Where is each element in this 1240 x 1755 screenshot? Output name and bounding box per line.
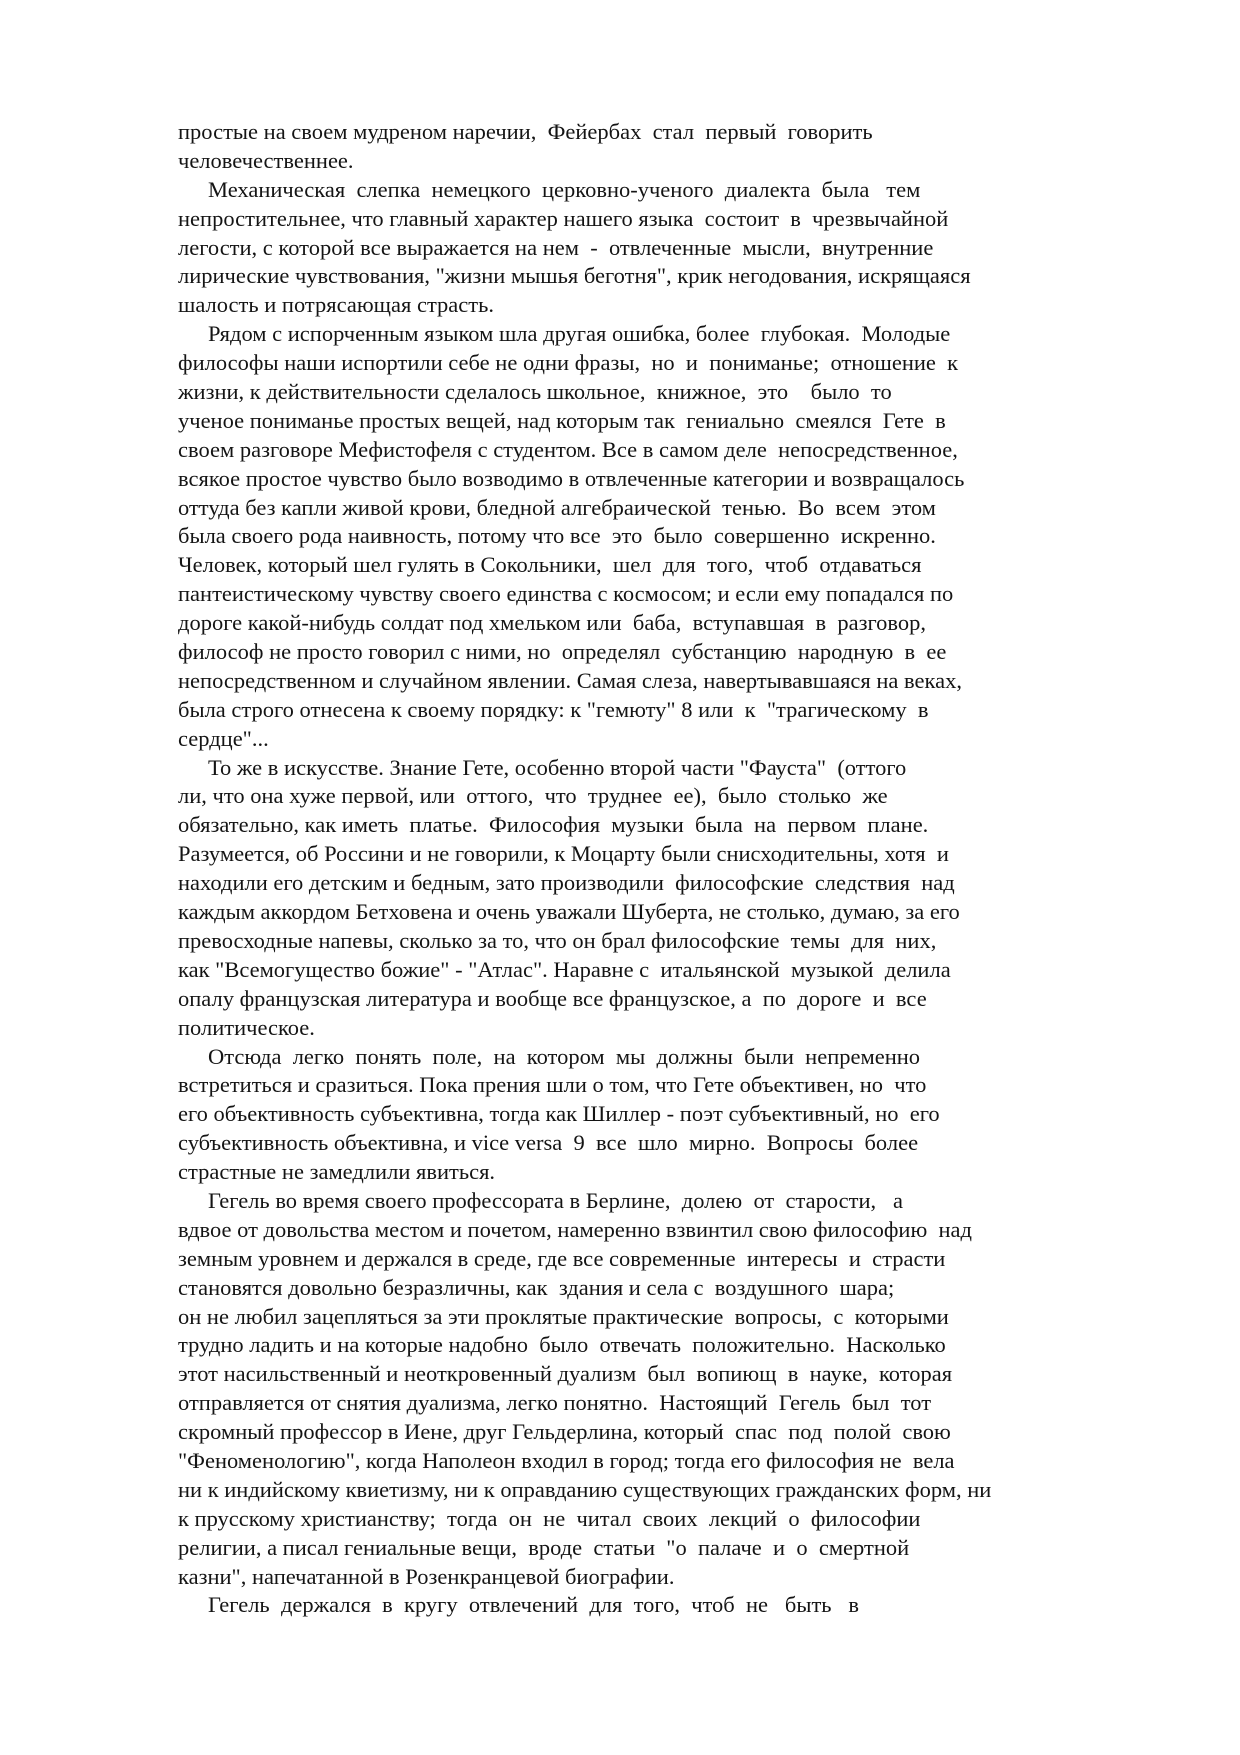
text-line: страстные не замедлили явиться.	[178, 1159, 496, 1185]
text-line: человечественнее.	[178, 147, 354, 173]
text-line: казни", напечатанной в Розенкранцевой биографии.	[178, 1563, 675, 1589]
text-line: пантеистическому чувству своего единства с космосом; и если ему попадался по	[178, 581, 954, 607]
paragraph	[178, 118, 1098, 176]
text-line: отправляется от снятия дуализма, легко понятно. Настоящий Гегель был тот	[178, 1390, 932, 1416]
text-line: Человек, который шел гулять в Сокольники, шел для того, чтоб отдаваться	[178, 552, 922, 578]
text-line: каждым аккордом Бетховена и очень уважали Шуберта, не столько, думаю, за его	[178, 899, 960, 925]
text-line: встретиться и сразиться. Пока прения шли о том, что Гете объективен, но что	[178, 1072, 927, 1098]
text-line: субъективность объективна, и vice versa 9 все шло мирно. Вопросы более	[178, 1130, 919, 1156]
text-line: трудно ладить и на которые надобно было отвечать положительно. Насколько	[178, 1332, 946, 1358]
paragraph	[178, 320, 1098, 753]
text-line: скромный профессор в Иене, друг Гельдерлина, который спас под полой свою	[178, 1419, 951, 1445]
text-line: Гегель держался в кругу отвлечений для того, чтоб не быть в	[208, 1592, 860, 1618]
text-line: опалу французская литература и вообще все французское, а по дороге и все	[178, 985, 927, 1011]
text-line: легости, с которой все выражается на нем - отвлеченные мысли, внутренние	[178, 234, 934, 260]
text-line: находили его детским и бедным, зато производили философские следствия над	[178, 870, 955, 896]
text-line: лирические чувствования, "жизни мышья беготня", крик негодования, искрящаяся	[178, 263, 971, 289]
text-line: Разумеется, об Россини и не говорили, к Моцарту были снисходительны, хотя и	[178, 841, 949, 867]
text-line: земным уровнем и держался в среде, где все современные интересы и страсти	[178, 1245, 946, 1271]
text-line: непосредственном и случайном явлении. Самая слеза, навертывавшаяся на веках,	[178, 667, 962, 693]
text-line: "Феноменологию", когда Наполеон входил в город; тогда его философия не вела	[178, 1447, 955, 1473]
text-line: ученое пониманье простых вещей, над которым так гениально смеялся Гете в	[178, 407, 946, 433]
text-line: жизни, к действительности сделалось школьное, книжное, это было то	[178, 379, 892, 405]
text-line: как "Всемогущество божие" - "Атлас". Наравне с итальянской музыкой делила	[178, 956, 951, 982]
text-line: была своего рода наивность, потому что все это было совершенно искренно.	[178, 523, 936, 549]
text-line: оттуда без капли живой крови, бледной алгебраической тенью. Во всем этом	[178, 494, 936, 520]
text-line: простые на своем мудреном наречии, Фейербах стал первый говорить	[178, 119, 873, 144]
text-line: к прусскому христианству; тогда он не читал своих лекций о философии	[178, 1505, 921, 1531]
text-line: Гегель во время своего профессората в Берлине, долею от старости, а	[208, 1187, 903, 1213]
text-line: своем разговоре Мефистофеля с студентом. Все в самом деле непосредственное,	[178, 436, 958, 462]
text-line: обязательно, как иметь платье. Философия музыки была на первом плане.	[178, 812, 929, 838]
document-body	[178, 118, 1098, 1620]
text-line: Механическая слепка немецкого церковно-ученого диалекта была тем	[208, 176, 921, 202]
text-line: шалость и потрясающая страсть.	[178, 292, 494, 318]
paragraph	[178, 1187, 1098, 1591]
paragraph	[178, 1043, 1098, 1187]
text-line: его объективность субъективна, тогда как Шиллер - поэт субъективный, но его	[178, 1101, 940, 1127]
text-line: вдвое от довольства местом и почетом, намеренно взвинтил свою философию над	[178, 1216, 972, 1242]
text-line: философ не просто говорил с ними, но определял субстанцию народную в ее	[178, 639, 947, 665]
paragraph	[178, 754, 1098, 1043]
text-line: политическое.	[178, 1014, 315, 1040]
text-line: непростительнее, что главный характер нашего языка состоит в чрезвычайной	[178, 205, 949, 231]
text-line: То же в искусстве. Знание Гете, особенно второй части "Фауста" (оттого	[208, 754, 907, 780]
text-line: ли, что она хуже первой, или оттого, что труднее ее), было столько же	[178, 783, 888, 809]
paragraph	[178, 1591, 1098, 1620]
text-line: Рядом с испорченным языком шла другая ошибка, более глубокая. Молодые	[208, 321, 951, 347]
text-line: религии, а писал гениальные вещи, вроде статьи "о палаче и о смертной	[178, 1534, 910, 1560]
text-line: становятся довольно безразличны, как здания и села с воздушного шара;	[178, 1274, 895, 1300]
text-line: сердце"...	[178, 725, 269, 751]
text-line: философы наши испортили себе не одни фразы, но и пониманье; отношение к	[178, 350, 959, 376]
text-line: дороге какой-нибудь солдат под хмельком или баба, вступавшая в разговор,	[178, 610, 927, 636]
text-line: этот насильственный и неоткровенный дуализм был вопиющ в науке, которая	[178, 1361, 953, 1387]
text-line: всякое простое чувство было возводимо в отвлеченные категории и возвращалось	[178, 465, 965, 491]
text-line: Отсюда легко понять поле, на котором мы должны были непременно	[208, 1043, 921, 1069]
text-line: он не любил зацепляться за эти проклятые практические вопросы, с которыми	[178, 1303, 949, 1329]
text-line: превосходные напевы, сколько за то, что он брал философские темы для них,	[178, 927, 937, 953]
text-line: ни к индийскому квиетизму, ни к оправданию существующих гражданских форм, ни	[178, 1476, 992, 1502]
paragraph	[178, 176, 1098, 320]
text-line: была строго отнесена к своему порядку: к "гемюту" 8 или к "трагическому в	[178, 696, 929, 722]
